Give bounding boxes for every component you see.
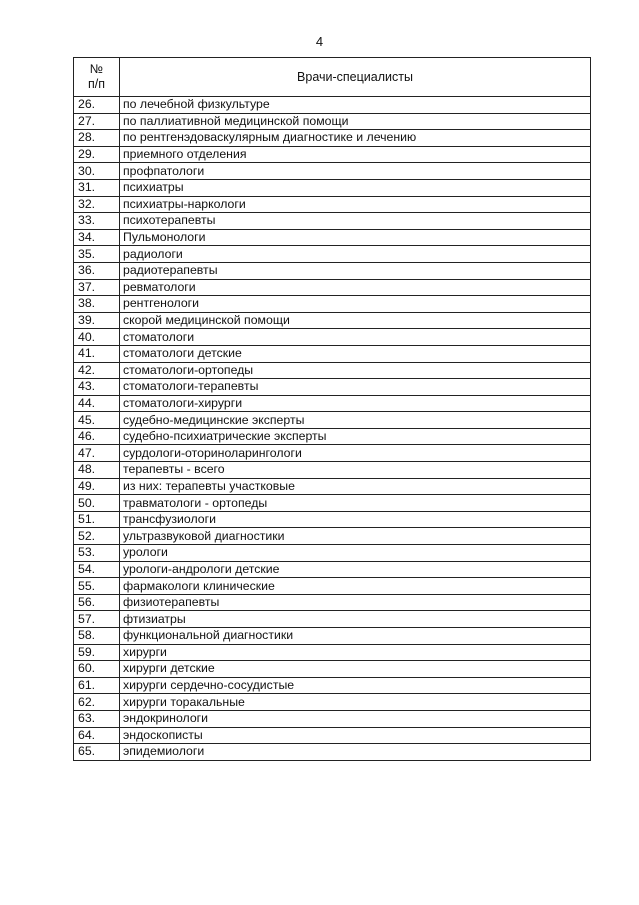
specialist-name: терапевты - всего [120, 462, 591, 479]
table-row [74, 163, 591, 180]
table-row [74, 113, 591, 130]
specialist-name: стоматологи детские [120, 345, 591, 362]
specialist-name: психотерапевты [120, 213, 591, 230]
row-number: 39. [74, 312, 120, 329]
specialist-name: стоматологи-ортопеды [120, 362, 591, 379]
table-row [74, 196, 591, 213]
row-number: 58. [74, 628, 120, 645]
specialist-name: сурдологи-оториноларингологи [120, 445, 591, 462]
specialist-name: трансфузиологи [120, 511, 591, 528]
specialist-name: судебно-медицинские эксперты [120, 412, 591, 429]
table-row [74, 611, 591, 628]
row-number: 26. [74, 97, 120, 114]
table-row [74, 395, 591, 412]
row-number: 60. [74, 661, 120, 678]
row-number: 54. [74, 561, 120, 578]
row-number: 29. [74, 146, 120, 163]
specialist-name: травматологи - ортопеды [120, 495, 591, 512]
table-row [74, 594, 591, 611]
row-number: 33. [74, 213, 120, 230]
specialist-name: эндоскописты [120, 727, 591, 744]
specialist-name: рентгенологи [120, 296, 591, 313]
specialist-name: по паллиативной медицинской помощи [120, 113, 591, 130]
specialists-table [73, 57, 591, 761]
header-specialists: Врачи-специалисты [120, 58, 591, 97]
table-row [74, 130, 591, 147]
row-number: 51. [74, 511, 120, 528]
specialist-name: скорой медицинской помощи [120, 312, 591, 329]
specialist-name: стоматологи-хирурги [120, 395, 591, 412]
table-row [74, 628, 591, 645]
table-row [74, 561, 591, 578]
table-row [74, 428, 591, 445]
specialist-name: хирурги [120, 644, 591, 661]
row-number: 40. [74, 329, 120, 346]
page-number: 4 [315, 34, 324, 49]
specialist-name: психиатры [120, 179, 591, 196]
row-number: 28. [74, 130, 120, 147]
specialist-name: фармакологи клинические [120, 578, 591, 595]
row-number: 65. [74, 744, 120, 761]
specialist-name: стоматологи [120, 329, 591, 346]
specialist-name: психиатры-наркологи [120, 196, 591, 213]
row-number: 64. [74, 727, 120, 744]
row-number: 57. [74, 611, 120, 628]
row-number: 43. [74, 379, 120, 396]
row-number: 52. [74, 528, 120, 545]
specialist-name: стоматологи-терапевты [120, 379, 591, 396]
row-number: 63. [74, 710, 120, 727]
specialist-name: радиологи [120, 246, 591, 263]
row-number: 55. [74, 578, 120, 595]
table-row [74, 478, 591, 495]
specialist-name: хирурги сердечно-сосудистые [120, 677, 591, 694]
table-row [74, 445, 591, 462]
specialist-name: хирурги детские [120, 661, 591, 678]
specialist-name: по лечебной физкультуре [120, 97, 591, 114]
row-number: 31. [74, 179, 120, 196]
table-row [74, 97, 591, 114]
specialist-name: судебно-психиатрические эксперты [120, 428, 591, 445]
row-number: 37. [74, 279, 120, 296]
specialist-name: из них: терапевты участковые [120, 478, 591, 495]
row-number: 56. [74, 594, 120, 611]
specialist-name: функциональной диагностики [120, 628, 591, 645]
table-row [74, 545, 591, 562]
table-row [74, 362, 591, 379]
table-row [74, 179, 591, 196]
table-body [74, 97, 591, 761]
table-header-row [74, 58, 591, 97]
table-row [74, 246, 591, 263]
table-row [74, 677, 591, 694]
table-row [74, 744, 591, 761]
header-number-abbr: п/п [87, 77, 105, 91]
table-row [74, 213, 591, 230]
row-number: 59. [74, 644, 120, 661]
row-number: 38. [74, 296, 120, 313]
table-row [74, 146, 591, 163]
specialist-name: профпатологи [120, 163, 591, 180]
specialist-name: радиотерапевты [120, 262, 591, 279]
table-row [74, 412, 591, 429]
row-number: 34. [74, 229, 120, 246]
row-number: 35. [74, 246, 120, 263]
row-number: 61. [74, 677, 120, 694]
table-row [74, 329, 591, 346]
row-number: 49. [74, 478, 120, 495]
row-number: 41. [74, 345, 120, 362]
specialist-name: ревматологи [120, 279, 591, 296]
table-row [74, 296, 591, 313]
specialist-name: фтизиатры [120, 611, 591, 628]
table-row [74, 279, 591, 296]
table-row [74, 727, 591, 744]
row-number: 50. [74, 495, 120, 512]
row-number: 47. [74, 445, 120, 462]
header-number-symbol: № [89, 62, 104, 76]
table-row [74, 511, 591, 528]
specialist-name: ультразвуковой диагностики [120, 528, 591, 545]
table-row [74, 495, 591, 512]
row-number: 30. [74, 163, 120, 180]
row-number: 53. [74, 545, 120, 562]
table-row [74, 644, 591, 661]
table-row [74, 694, 591, 711]
table-row [74, 229, 591, 246]
specialist-name: Пульмонологи [120, 229, 591, 246]
specialist-name: хирурги торакальные [120, 694, 591, 711]
specialist-name: приемного отделения [120, 146, 591, 163]
row-number: 32. [74, 196, 120, 213]
row-number: 27. [74, 113, 120, 130]
table-row [74, 661, 591, 678]
row-number: 45. [74, 412, 120, 429]
table-row [74, 710, 591, 727]
specialist-name: по рентгенэдоваскулярным диагностике и лечению [120, 130, 591, 147]
table-row [74, 312, 591, 329]
row-number: 42. [74, 362, 120, 379]
specialist-name: урологи [120, 545, 591, 562]
row-number: 48. [74, 462, 120, 479]
specialist-name: физиотерапевты [120, 594, 591, 611]
row-number: 46. [74, 428, 120, 445]
row-number: 36. [74, 262, 120, 279]
table-row [74, 262, 591, 279]
table-row [74, 578, 591, 595]
specialist-name: эндокринологи [120, 710, 591, 727]
table-row [74, 462, 591, 479]
row-number: 44. [74, 395, 120, 412]
table-row [74, 345, 591, 362]
row-number: 62. [74, 694, 120, 711]
table-row [74, 528, 591, 545]
header-number [74, 58, 120, 97]
specialist-name: урологи-андрологи детские [120, 561, 591, 578]
specialist-name: эпидемиологи [120, 744, 591, 761]
table-row [74, 379, 591, 396]
